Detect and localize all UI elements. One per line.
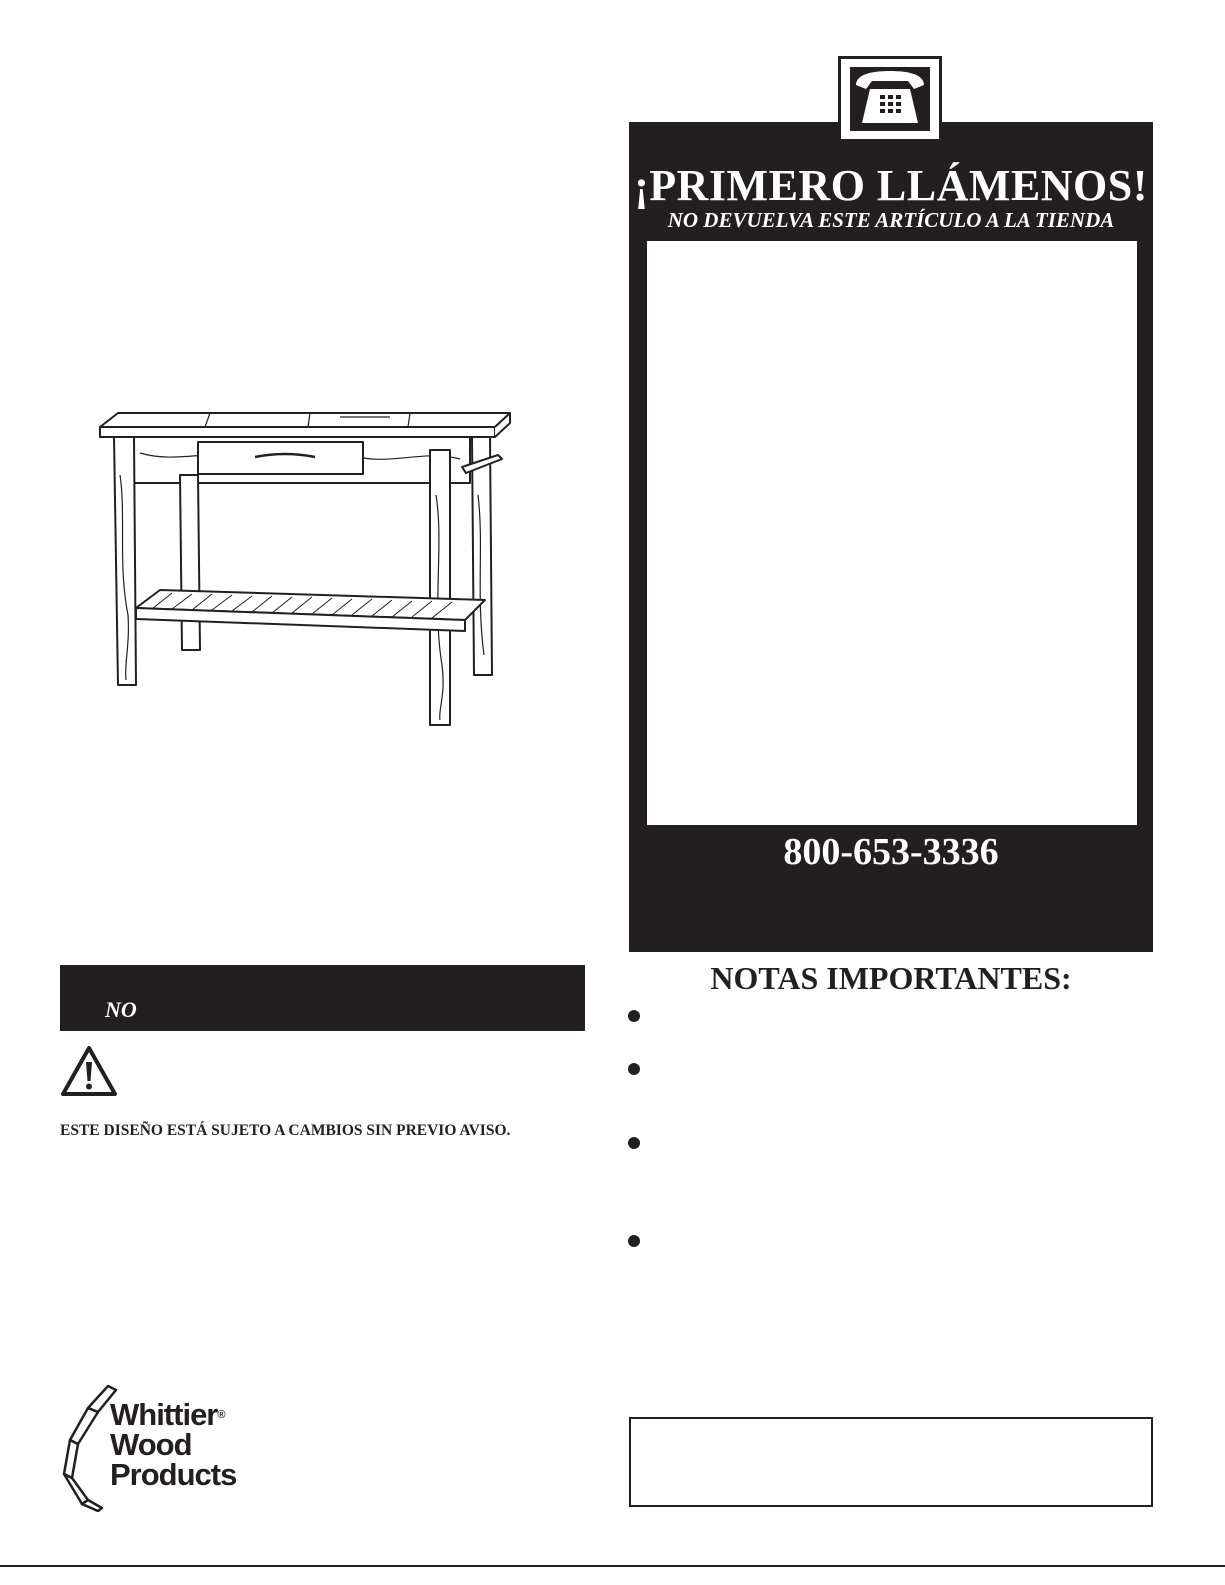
note-bullet — [628, 1010, 640, 1022]
telephone-icon — [838, 56, 942, 142]
warning-triangle-icon — [60, 1045, 118, 1097]
warning-bar-label: NO — [105, 997, 137, 1022]
call-us-first-box — [629, 122, 1153, 952]
call-box-title: ¡PRIMERO LLÁMENOS! — [634, 161, 1148, 210]
note-bullet — [628, 1063, 640, 1075]
phone-number: 800-653-3336 — [783, 831, 999, 873]
logo-mark-icon — [58, 1382, 118, 1512]
table-illustration — [90, 395, 530, 730]
whittier-wood-logo — [58, 1382, 278, 1512]
logo-registered-mark: ® — [217, 1409, 226, 1421]
note-bullet — [628, 1137, 640, 1149]
info-box — [629, 1417, 1153, 1507]
call-box-subtitle: NO DEVUELVA ESTE ARTÍCULO A LA TIENDA — [667, 208, 1115, 232]
call-box-panel — [647, 241, 1137, 825]
logo-line-1: Whittier — [110, 1397, 218, 1432]
bottom-rule — [0, 1565, 1225, 1567]
warning-bar — [60, 965, 585, 1031]
note-bullet — [628, 1235, 640, 1247]
design-change-notice: ESTE DISEÑO ESTÁ SUJETO A CAMBIOS SIN PREVIO AVISO. — [60, 1122, 511, 1139]
logo-line-3: Products — [110, 1457, 237, 1492]
notes-heading: NOTAS IMPORTANTES: — [710, 960, 1072, 996]
logo-line-2: Wood — [110, 1427, 192, 1462]
